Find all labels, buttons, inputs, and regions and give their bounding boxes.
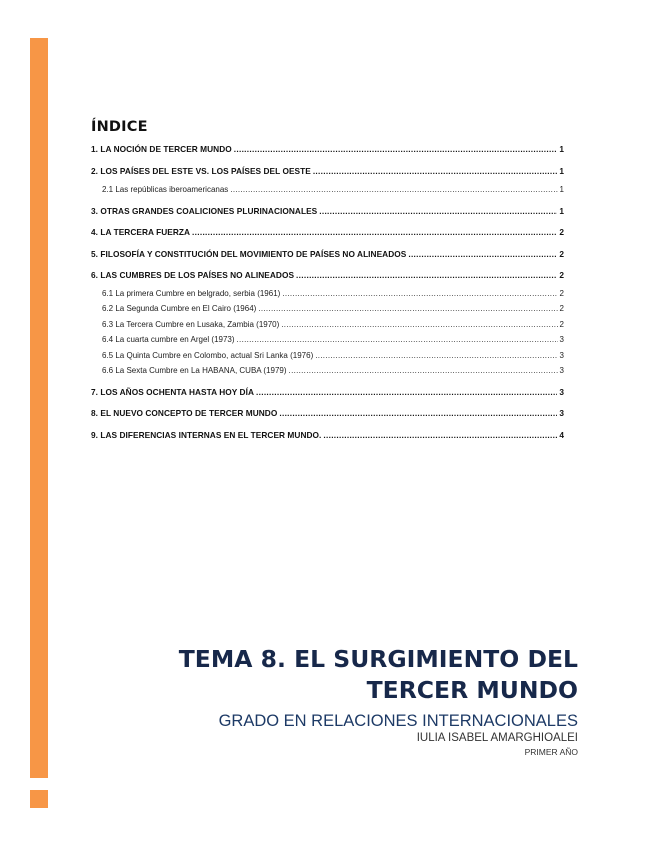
- toc-leader-dots: [289, 366, 558, 375]
- toc-page-number: 2: [559, 227, 564, 237]
- document-title: [158, 644, 578, 706]
- toc-leader-dots: [296, 270, 557, 280]
- toc-leader-dots: [282, 289, 557, 298]
- toc-page-number: 2: [559, 270, 564, 280]
- toc-page-number: 3: [559, 386, 564, 397]
- toc-entry-2[interactable]: [91, 166, 564, 177]
- toc-leader-dots: [279, 408, 557, 418]
- toc-list: [91, 144, 564, 441]
- toc-entry-label: 6.1 La primera Cumbre en belgrado, serbia (1961): [102, 289, 281, 298]
- toc-leader-dots: [230, 185, 557, 194]
- toc-entry-7[interactable]: [91, 387, 564, 398]
- toc-entry-label: 6. LAS CUMBRES DE LOS PAÍSES NO ALINEADOS: [91, 270, 295, 280]
- toc-page-number: 3: [559, 350, 564, 360]
- toc-entry-label: 5. FILOSOFÍA Y CONSTITUCIÓN DEL MOVIMIENTO DE PAÍSES NO ALINEADOS: [91, 248, 407, 259]
- toc-entry-label: 8. EL NUEVO CONCEPTO DE TERCER MUNDO: [91, 408, 278, 419]
- toc-entry-label: 2.1 Las repúblicas iberoamericanas: [102, 184, 229, 194]
- toc-leader-dots: [234, 144, 558, 154]
- toc-entry-6-2[interactable]: [91, 304, 564, 315]
- toc-entry-4[interactable]: [91, 227, 564, 238]
- toc-page-number: 1: [559, 144, 564, 154]
- orange-accent-square: [30, 790, 48, 808]
- toc-entry-label: 6.2 La Segunda Cumbre en El Cairo (1964): [102, 304, 257, 314]
- toc-leader-dots: [313, 166, 558, 176]
- toc-entry-3[interactable]: [91, 206, 564, 217]
- cover-title-block: [158, 644, 578, 758]
- toc-entry-label: 3. OTRAS GRANDES COALICIONES PLURINACIONALES: [91, 205, 318, 216]
- toc-page-number: 3: [559, 408, 564, 419]
- toc-page-number: 2: [559, 319, 564, 329]
- toc-heading: ÍNDICE: [91, 119, 148, 135]
- toc-entry-label: 9. LAS DIFERENCIAS INTERNAS EN EL TERCER MUNDO.: [91, 429, 322, 440]
- toc-entry-8[interactable]: [91, 408, 564, 419]
- toc-leader-dots: [258, 304, 557, 313]
- toc-page-number: 2: [559, 289, 564, 298]
- toc-entry-label: 1. LA NOCIÓN DE TERCER MUNDO: [91, 144, 232, 154]
- toc-page-number: 1: [559, 165, 564, 176]
- toc-entry-label: 6.5 La Quinta Cumbre en Colombo, actual Sri Lanka (1976): [102, 350, 314, 360]
- toc-page-number: 1: [559, 184, 564, 194]
- toc-leader-dots: [319, 206, 557, 216]
- author-name: IULIA ISABEL AMARGHIOALEI: [416, 732, 578, 744]
- toc-entry-6-4[interactable]: [91, 335, 564, 346]
- toc-entry-label: 6.4 La cuarta cumbre en Argel (1973): [102, 335, 235, 345]
- title-line-2: TERCER MUNDO: [366, 676, 578, 704]
- toc-entry-6[interactable]: [91, 270, 564, 281]
- toc-entry-5[interactable]: [91, 249, 564, 260]
- toc-leader-dots: [192, 227, 557, 237]
- toc-entry-6-5[interactable]: [91, 351, 564, 362]
- degree-subtitle: GRADO EN RELACIONES INTERNACIONALES: [218, 712, 578, 730]
- toc-page-number: 2: [559, 304, 564, 314]
- table-of-contents: [91, 119, 564, 451]
- toc-entry-label: 2. LOS PAÍSES DEL ESTE VS. LOS PAÍSES DEL OESTE: [91, 165, 311, 176]
- toc-entry-6-6[interactable]: [91, 366, 564, 377]
- toc-entry-label: 6.6 La Sexta Cumbre en La HABANA, CUBA (1979): [102, 365, 287, 375]
- toc-entry-6-3[interactable]: [91, 320, 564, 331]
- course-year: PRIMER AÑO: [524, 747, 578, 757]
- title-line-1: TEMA 8. EL SURGIMIENTO DEL: [178, 645, 578, 673]
- toc-entry-label: 7. LOS AÑOS OCHENTA HASTA HOY DÍA: [91, 386, 254, 397]
- toc-entry-9[interactable]: [91, 430, 564, 441]
- toc-leader-dots: [408, 249, 557, 259]
- toc-entry-2-1[interactable]: [91, 185, 564, 196]
- toc-leader-dots: [323, 430, 557, 440]
- toc-page-number: 3: [559, 365, 564, 375]
- toc-entry-6-1[interactable]: [91, 289, 564, 300]
- toc-leader-dots: [281, 320, 557, 329]
- toc-leader-dots: [237, 335, 558, 344]
- toc-page-number: 4: [559, 429, 564, 440]
- toc-page-number: 1: [559, 205, 564, 216]
- toc-page-number: 3: [559, 335, 564, 345]
- toc-entry-1[interactable]: [91, 144, 564, 155]
- orange-accent-bar: [30, 38, 48, 778]
- toc-leader-dots: [315, 351, 557, 360]
- toc-entry-label: 6.3 La Tercera Cumbre en Lusaka, Zambia (1970): [102, 319, 280, 329]
- toc-page-number: 2: [559, 248, 564, 259]
- toc-leader-dots: [256, 387, 557, 397]
- toc-entry-label: 4. LA TERCERA FUERZA: [91, 227, 191, 237]
